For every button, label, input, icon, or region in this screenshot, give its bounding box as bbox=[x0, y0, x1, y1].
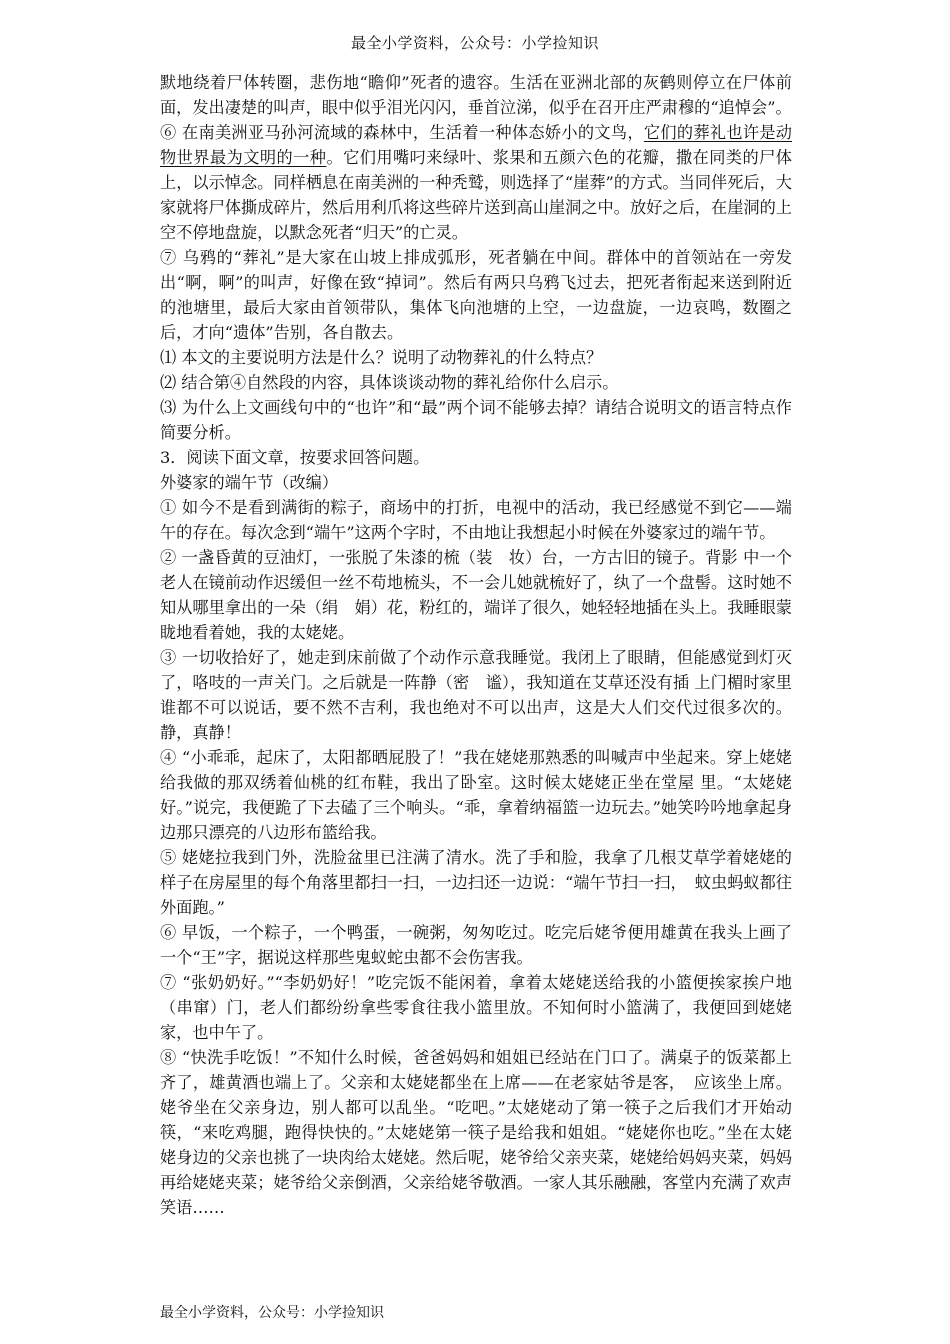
article-paragraph-2: ② 一盏昏黄的豆油灯，一张脱了朱漆的梳（装 妆）台，一方古旧的镜子。背影 中一个老人在镜前动作迟缓但一丝不苟地梳头，不一会儿她就梳好了，纨了一个盘髻。这时她不知从哪里拿出的一朵（绢 娟）花，粉红的，端详了很久，她轻轻地插在头上。我睡眼蒙眬地看着她，我的太姥姥。 bbox=[160, 548, 792, 642]
paragraph-6-start: ⑥ 在南美洲亚马孙河流域的森林中，生活着一种体态娇小的文鸟， bbox=[160, 123, 644, 142]
paragraph-5-tail: 默地绕着尸体转圈，悲伤地“瞻仰”死者的遗容。生活在亚洲北部的灰鹤则停立在尸体前面，发出凄楚的叫声，眼中似乎泪光闪闪，垂首泣涕，似乎在召开庄严肃穆的“追悼会”。 bbox=[160, 73, 792, 117]
page-footer: 最全小学资料，公众号：小学捡知识 bbox=[160, 1305, 384, 1321]
paragraph-6 bbox=[160, 120, 792, 245]
article-paragraph-5: ⑤ 姥姥拉我到门外，洗脸盆里已注满了清水。洗了手和脸，我拿了几根艾草学着姥姥的样子在房屋里的每个角落里都扫一扫，一边扫还一边说：“端午节扫一扫， 蚊虫蚂蚁都往外面跑。” bbox=[160, 848, 792, 917]
question-1: ⑴ 本文的主要说明方法是什么？说明了动物葬礼的什么特点？ bbox=[160, 348, 603, 367]
page-header: 最全小学资料，公众号：小学捡知识 bbox=[350, 34, 599, 52]
article-paragraph-3: ③ 一切收拾好了，她走到床前做了个动作示意我睡觉。我闭上了眼睛，但能感觉到灯灭了，咯吱的一声关门。之后就是一阵静（密 谧），我知道在艾草还没有插 上门楣时家里谁都不可以说话，要不然不吉利，我也绝对不可以出声，这是大人们交代过很多次的。静，真静！ bbox=[160, 648, 792, 742]
article-paragraph-8: ⑧ “快洗手吃饭！”不知什么时候，爸爸妈妈和姐姐已经站在门口了。满桌子的饭菜都上齐了，雄黄酒也端上了。父亲和太姥姥都坐在上席——在老家姑爷是客， 应该坐上席。姥爷坐在父亲身边，别人都可以乱坐。“吃吧。”太姥姥动了第一筷子之后我们才开始动筷，“来吃鸡腿，跑得快快的。”太姥姥第一筷子是给我和姐姐。“姥姥你也吃。”坐在太姥姥身边的父亲也挑了一块肉给太姥姥。然后呢，姥爷给父亲夹菜，姥姥给妈妈夹菜，妈妈再给姥姥夹菜；姥爷给父亲倒酒，父亲给姥爷敬酒。一家人其乐融融，客堂内充满了欢声笑语…… bbox=[160, 1048, 792, 1217]
document-body bbox=[160, 70, 792, 1220]
article-paragraph-4: ④ “小乖乖，起床了，太阳都晒屁股了！”我在姥姥那熟悉的叫喊声中坐起来。穿上姥姥给我做的那双绣着仙桃的红布鞋，我出了卧室。这时候太姥姥正坐在堂屋 里。“太姥姥好。”说完，我便跪了下去磕了三个响头。“乖，拿着纳福篮一边玩去。”她笑吟吟地拿起身边那只漂亮的八边形布篮给我。 bbox=[160, 748, 792, 842]
paragraph-6-rest: 。它们用嘴叼来绿叶、浆果和五颜六色的花瓣，撒在同类的尸体上，以示悼念。同样栖息在南美洲的一种秃鹫，则选择了“崖葬”的方式。当同伴死后，大家就将尸体撕成碎片，然后用利爪将这些碎片送到高山崖洞之中。放好之后，在崖洞的上空不停地盘旋，以默念死者“归天”的亡灵。 bbox=[160, 148, 792, 242]
article-paragraph-7: ⑦ “张奶奶好。”“李奶奶好！”吃完饭不能闲着，拿着太姥姥送给我的小篮便挨家挨户地（串窜）门，老人们都纷纷拿些零食往我小篮里放。不知何时小篮满了，我便回到姥姥家，也中午了。 bbox=[160, 973, 792, 1042]
article-title: 外婆家的端午节（改编） bbox=[160, 473, 339, 492]
section-3-instruction: 3．阅读下面文章，按要求回答问题。 bbox=[160, 448, 430, 467]
underlined-sentence: 它们的葬礼也许是动物世界最为文明的一种 bbox=[160, 123, 792, 167]
question-2: ⑵ 结合第④自然段的内容，具体谈谈动物的葬礼给你什么启示。 bbox=[160, 373, 619, 392]
article-paragraph-6: ⑥ 早饭，一个粽子，一个鸭蛋，一碗粥，匆匆吃过。吃完后姥爷便用雄黄在我头上画了一个“王”字，据说这样那些鬼蚁蛇虫都不会伤害我。 bbox=[160, 923, 792, 967]
article-paragraph-1: ① 如今不是看到满街的粽子，商场中的打折，电视中的活动，我已经感觉不到它——端午的存在。每次念到“端午”这两个字时，不由地让我想起小时候在外婆家过的端午节。 bbox=[160, 498, 792, 542]
question-3: ⑶ 为什么上文画线句中的“也许”和“最”两个词不能够去掉？请结合说明文的语言特点作简要分析。 bbox=[160, 398, 792, 442]
paragraph-7: ⑦ 乌鸦的“葬礼”是大家在山坡上排成弧形，死者躺在中间。群体中的首领站在一旁发出“啊，啊”的叫声，好像在致“掉词”。然后有两只乌鸦飞过去，把死者衔起来送到附近的池塘里，最后大家由首领带队，集体飞向池塘的上空，一边盘旋，一边哀鸣，数圈之后，才向“遗体”告别，各自散去。 bbox=[160, 248, 792, 342]
